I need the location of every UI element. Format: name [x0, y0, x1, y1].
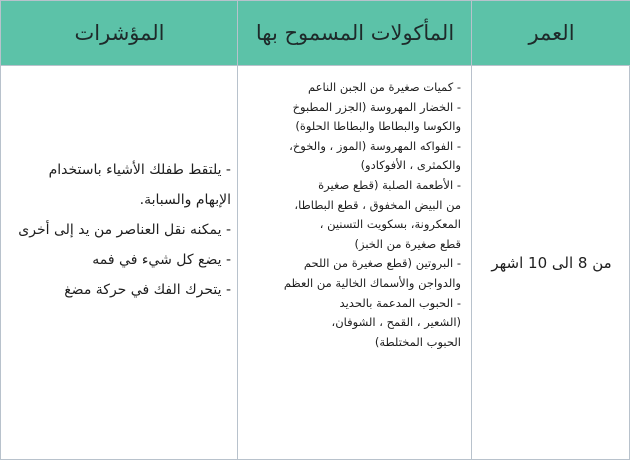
food-line: والدواجن والأسماك الخالية من العظم	[283, 275, 461, 290]
header-signs: المؤشرات	[1, 0, 238, 66]
food-line: من البيض المخفوق ، قطع البطاطا،	[294, 197, 461, 212]
cell-signs	[1, 66, 237, 459]
food-line: - البروتين (قطع صغيرة من اللحم	[303, 256, 461, 271]
food-line: - الفواكه المهروسة (الموز ، والخوخ،	[289, 138, 461, 153]
food-line: والكوسا والبطاطا والبطاطا الحلوة)	[295, 119, 461, 134]
food-line: والكمثرى ، الأفوكادو)	[360, 158, 461, 173]
food-line: المعكرونة، بسكويت التسنين ،	[319, 217, 461, 232]
sign-line: - يتحرك الفك في حركة مضغ	[64, 282, 231, 298]
food-line: - الحبوب المدعمة بالحديد	[339, 295, 461, 310]
food-line: (الشعير ، القمح ، الشوفان،	[331, 315, 461, 330]
sign-line: - يضع كل شيء في فمه	[92, 252, 231, 268]
food-line: الحبوب المختلطة)	[374, 334, 461, 349]
header-allowed-foods: المأكولات المسموح بها	[238, 0, 472, 66]
food-line: قطع صغيرة من الخبز)	[354, 236, 461, 251]
food-line: - الخضار المهروسة (الجزر المطبوخ	[292, 99, 461, 114]
sign-line: الإبهام والسبابة.	[139, 192, 231, 208]
food-line: - كميات صغيرة من الجبن الناعم	[308, 80, 461, 94]
header-age: العمر	[472, 0, 630, 66]
age-range-text: من 8 الى 10 اشهر	[491, 253, 612, 272]
food-line: - الأطعمة الصلبة (قطع صغيرة	[318, 177, 461, 192]
sign-line: - يلتقط طفلك الأشياء باستخدام	[48, 162, 231, 178]
cell-age	[472, 66, 630, 459]
sign-line: - يمكنه نقل العناصر من يد إلى أخرى	[18, 222, 231, 238]
cell-allowed-foods	[238, 66, 471, 459]
